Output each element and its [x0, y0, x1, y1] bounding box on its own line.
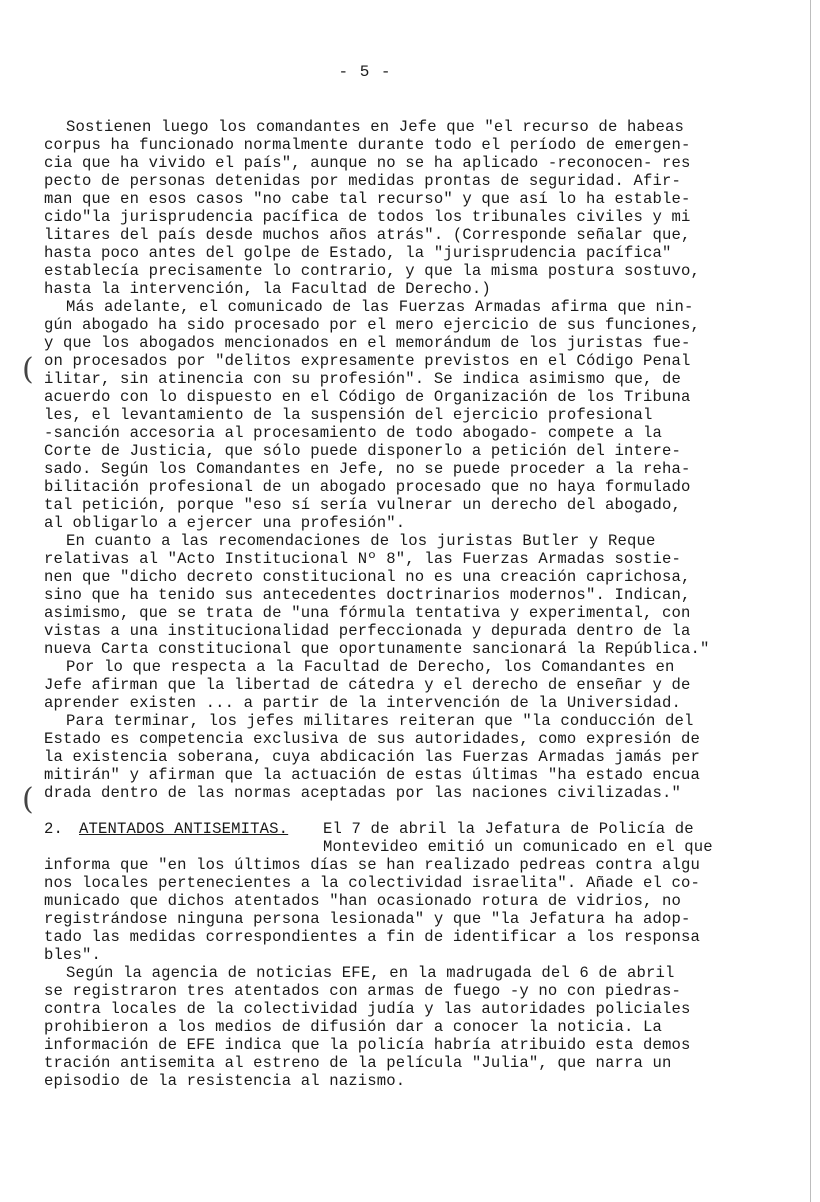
text-line: al obligarlo a ejercer una profesión". — [44, 514, 406, 532]
text-line: sino que ha tenido sus antecedentes doctrinarios modernos". Indican, — [44, 586, 691, 604]
text-line: man que en esos casos "no cabe tal recurso" y que así lo ha estable- — [44, 190, 691, 208]
text-line: hasta la intervención, la Facultad de Derecho.) — [44, 280, 491, 298]
text-line: nen que "dicho decreto constitucional no es una creación caprichosa, — [44, 568, 691, 586]
text-line: hasta poco antes del golpe de Estado, la "jurisprudencia pacífica" — [44, 244, 672, 262]
text-line: tal petición, porque "eso sí sería vulnerar un derecho del abogado, — [44, 496, 682, 514]
text-line: tración antisemita al estreno de la película "Julia", que narra un — [44, 1054, 672, 1072]
text-line: corpus ha funcionado normalmente durante todo el período de emergen- — [44, 136, 691, 154]
page-number: - 5 - — [338, 63, 392, 81]
text-line: litares del país desde muchos años atrás". (Corresponde señalar que, — [44, 226, 691, 244]
text-line: Montevideo emitió un comunicado en el que — [323, 838, 713, 856]
text-line: información de EFE indica que la policía habría atribuido esta demos — [44, 1036, 691, 1054]
text-line: ilitar, sin atinencia con su profesión". Se indica asimismo que, de — [44, 370, 682, 388]
text-line: mitirán" y afirman que la actuación de estas últimas "ha estado encua — [44, 766, 701, 784]
text-line: vistas a una institucionalidad perfeccionada y depurada dentro de la — [44, 622, 691, 640]
text-line: El 7 de abril la Jefatura de Policía de — [323, 820, 694, 838]
text-line: sado. Según los Comandantes en Jefe, no se puede proceder a la reha- — [44, 460, 691, 478]
text-line: Para terminar, los jefes militares reiteran que "la conducción del — [66, 712, 694, 730]
text-line: -sanción accesoria al procesamiento de todo abogado- compete a la — [44, 424, 663, 442]
text-line: asimismo, que se trata de "una fórmula tentativa y experimental, con — [44, 604, 691, 622]
text-line: Sostienen luego los comandantes en Jefe que "el recurso de habeas — [66, 118, 685, 136]
text-line: Jefe afirman que la libertad de cátedra y el derecho de enseñar y de — [44, 676, 691, 694]
text-line: Estado es competencia exclusiva de sus autoridades, como expresión de — [44, 730, 701, 748]
text-line: nos locales pertenecientes a la colectividad israelita". Añade el co- — [44, 874, 701, 892]
text-line: nueva Carta constitucional que oportunamente sancionará la República." — [44, 640, 710, 658]
text-line: bles". — [44, 946, 102, 964]
text-line: drada dentro de las normas aceptadas por las naciones civilizadas." — [44, 784, 682, 802]
text-line: aprender existen ... a partir de la intervención de la Universidad. — [44, 694, 682, 712]
text-line: acuerdo con lo dispuesto en el Código de Organización de los Tribuna — [44, 388, 691, 406]
text-line: Más adelante, el comunicado de las Fuerzas Armadas afirma que nin- — [66, 298, 694, 316]
text-line: gún abogado ha sido procesado por el mero ejercicio de sus funciones, — [44, 316, 701, 334]
text-line: establecía precisamente lo contrario, y que la misma postura sostuvo, — [44, 262, 701, 280]
text-line: y que los abogados mencionados en el memorándum de los juristas fue- — [44, 334, 691, 352]
binding-mark: ( — [22, 782, 34, 817]
text-line: cido"la jurisprudencia pacífica de todos los tribunales civiles y mi — [44, 208, 691, 226]
text-line: Según la agencia de noticias EFE, en la madrugada del 6 de abril — [66, 964, 675, 982]
text-line: les, el levantamiento de la suspensión del ejercicio profesional — [44, 406, 653, 424]
text-line: En cuanto a las recomendaciones de los juristas Butler y Reque — [66, 532, 656, 550]
text-line: prohibieron a los medios de difusión dar a conocer la noticia. La — [44, 1018, 663, 1036]
text-line: contra locales de la colectividad judía y las autoridades policiales — [44, 1000, 691, 1018]
binding-mark: ( — [22, 352, 34, 387]
text-line: se registraron tres atentados con armas de fuego -y no con piedras- — [44, 982, 682, 1000]
section-heading: ATENTADOS ANTISEMITAS. — [79, 820, 289, 838]
section-number: 2. — [44, 820, 64, 838]
text-line: Por lo que respecta a la Facultad de Derecho, los Comandantes en — [66, 658, 675, 676]
text-line: on procesados por "delitos expresamente previstos en el Código Penal — [44, 352, 691, 370]
text-line: informa que "en los últimos días se han realizado pedreas contra algu — [44, 856, 701, 874]
text-line: pecto de personas detenidas por medidas prontas de seguridad. Afir- — [44, 172, 682, 190]
text-line: Corte de Justicia, que sólo puede disponerlo a petición del intere- — [44, 442, 682, 460]
text-line: episodio de la resistencia al nazismo. — [44, 1072, 406, 1090]
text-line: la existencia soberana, cuya abdicación las Fuerzas Armadas jamás per — [44, 748, 701, 766]
page-edge — [810, 0, 811, 1202]
text-line: relativas al "Acto Institucional Nº 8", las Fuerzas Armadas sostie- — [44, 550, 682, 568]
text-line: tado las medidas correspondientes a fin de identificar a los responsa — [44, 928, 701, 946]
text-line: bilitación profesional de un abogado procesado que no haya formulado — [44, 478, 691, 496]
text-line: registrándose ninguna persona lesionada" y que "la Jefatura ha adop- — [44, 910, 691, 928]
text-line: cia que ha vivido el país", aunque no se ha aplicado -reconocen- res — [44, 154, 691, 172]
text-line: municado que dichos atentados "han ocasionado rotura de vidrios, no — [44, 892, 682, 910]
